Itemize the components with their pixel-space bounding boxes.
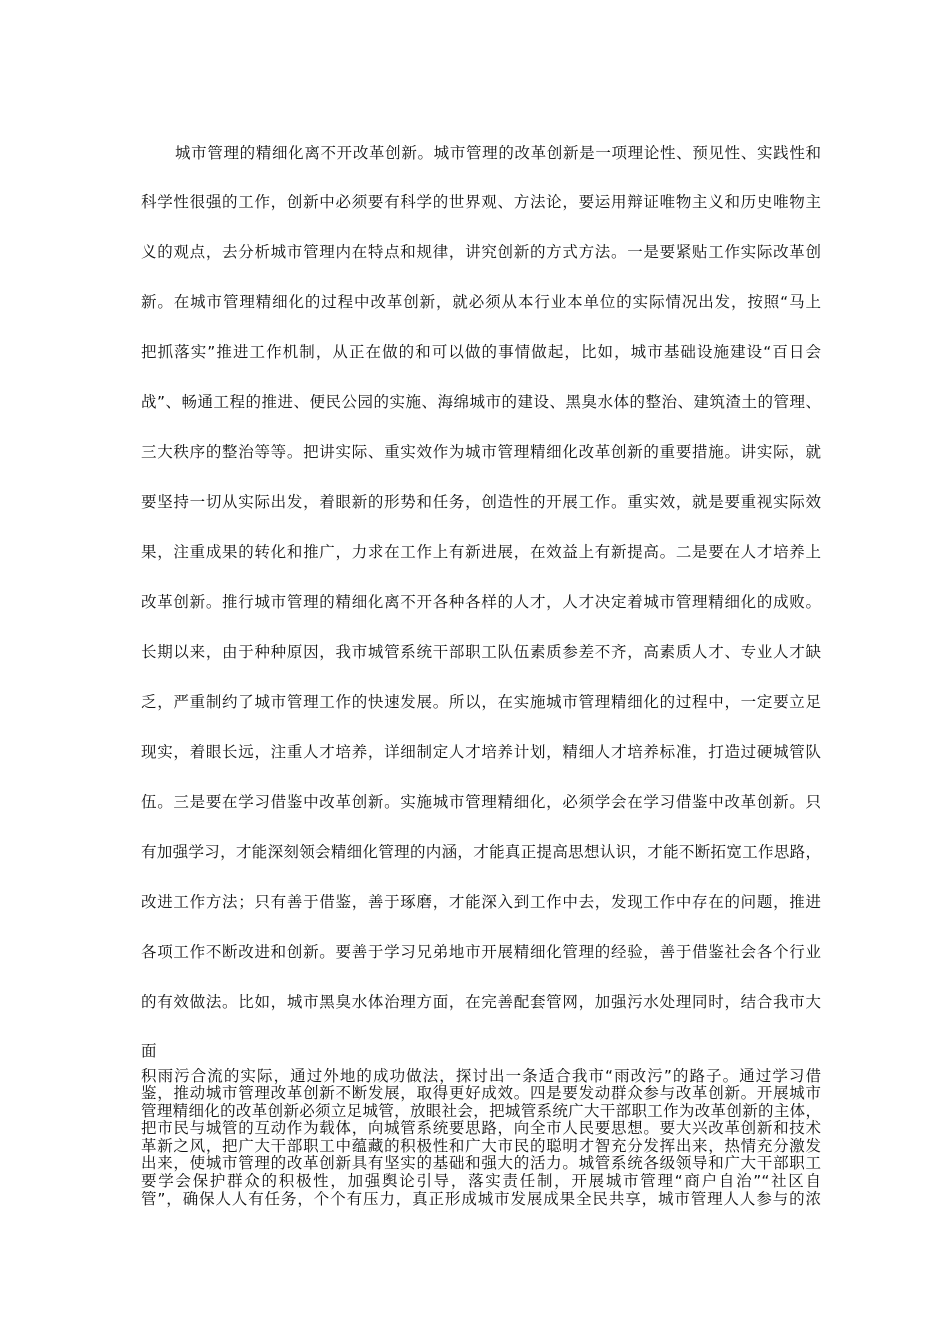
paragraph-line: 的有效做法。比如，城市黑臭水体治理方面，在完善配套管网，加强污水处理同时，结合我市大 (141, 993, 821, 1011)
paragraph-line: 把市民与城管的互动作为载体，向城管系统要思路，向全市人民要思想。要大兴改革创新和技术 (141, 1119, 821, 1137)
paragraph-line: 乏，严重制约了城市管理工作的快速发展。所以，在实施城市管理精细化的过程中，一定要立足 (141, 693, 821, 711)
paragraph-line: 要坚持一切从实际出发，着眼新的形势和任务，创造性的开展工作。重实效，就是要重视实际效 (141, 493, 821, 511)
paragraph-line: 管理精细化的改革创新必须立足城管，放眼社会，把城管系统广大干部职工作为改革创新的主体， (141, 1102, 821, 1120)
paragraph-line: 改革创新。推行城市管理的精细化离不开各种各样的人才，人才决定着城市管理精细化的成败。 (141, 593, 821, 611)
paragraph-line: 果，注重成果的转化和推广，力求在工作上有新进展，在效益上有新提高。二是要在人才培养上 (141, 543, 821, 561)
paragraph-line: 战”、畅通工程的推进、便民公园的实施、海绵城市的建设、黑臭水体的整治、建筑渣土的管理、 (141, 393, 821, 411)
paragraph-line: 长期以来，由于种种原因，我市城管系统干部职工队伍素质参差不齐，高素质人才、专业人才缺 (141, 643, 821, 661)
paragraph-line: 鉴，推动城市管理改革创新不断发展，取得更好成效。四是要发动群众参与改革创新。开展城市 (141, 1084, 821, 1102)
paragraph-line: 出来，使城市管理的改革创新具有坚实的基础和强大的活力。城管系统各级领导和广大干部职工 (141, 1154, 821, 1172)
paragraph-line: 改进工作方法；只有善于借鉴，善于琢磨，才能深入到工作中去，发现工作中存在的问题，推进 (141, 893, 821, 911)
paragraph-line: 各项工作不断改进和创新。要善于学习兄弟地市开展精细化管理的经验，善于借鉴社会各个行业 (141, 943, 821, 961)
paragraph-line: 义的观点，去分析城市管理内在特点和规律，讲究创新的方式方法。一是要紧贴工作实际改革创 (141, 243, 821, 261)
paragraph-line: 伍。三是要在学习借鉴中改革创新。实施城市管理精细化，必须学会在学习借鉴中改革创新。只 (141, 793, 821, 811)
paragraph-line: 管”，确保人人有任务，个个有压力，真正形成城市发展成果全民共享，城市管理人人参与的浓 (141, 1190, 821, 1208)
paragraph-line: 面 (141, 1042, 157, 1060)
paragraph-line: 科学性很强的工作，创新中必须要有科学的世界观、方法论，要运用辩证唯物主义和历史唯物主 (141, 193, 821, 211)
paragraph-line: 新。在城市管理精细化的过程中改革创新，就必须从本行业本单位的实际情况出发，按照“马上 (141, 293, 821, 311)
paragraph-line: 有加强学习，才能深刻领会精细化管理的内涵，才能真正提高思想认识，才能不断拓宽工作思路， (141, 843, 821, 861)
paragraph-line: 现实，着眼长远，注重人才培养，详细制定人才培养计划，精细人才培养标准，打造过硬城管队 (141, 743, 821, 761)
paragraph-line: 要学会保护群众的积极性，加强舆论引导，落实责任制，开展城市管理“商户自治”“社区自 (141, 1172, 821, 1190)
paragraph-line: 革新之风，把广大干部职工中蕴藏的积极性和广大市民的聪明才智充分发挥出来，热情充分激发 (141, 1137, 821, 1155)
paragraph-line: 积雨污合流的实际，通过外地的成功做法，探讨出一条适合我市“雨改污”的路子。通过学习借 (141, 1067, 821, 1085)
paragraph-line: 三大秩序的整治等等。把讲实际、重实效作为城市管理精细化改革创新的重要措施。讲实际，就 (141, 443, 821, 461)
paragraph-line: 城市管理的精细化离不开改革创新。城市管理的改革创新是一项理论性、预见性、实践性和 (175, 144, 821, 162)
paragraph-line: 把抓落实”推进工作机制，从正在做的和可以做的事情做起，比如，城市基础设施建设“百日会 (141, 343, 821, 361)
